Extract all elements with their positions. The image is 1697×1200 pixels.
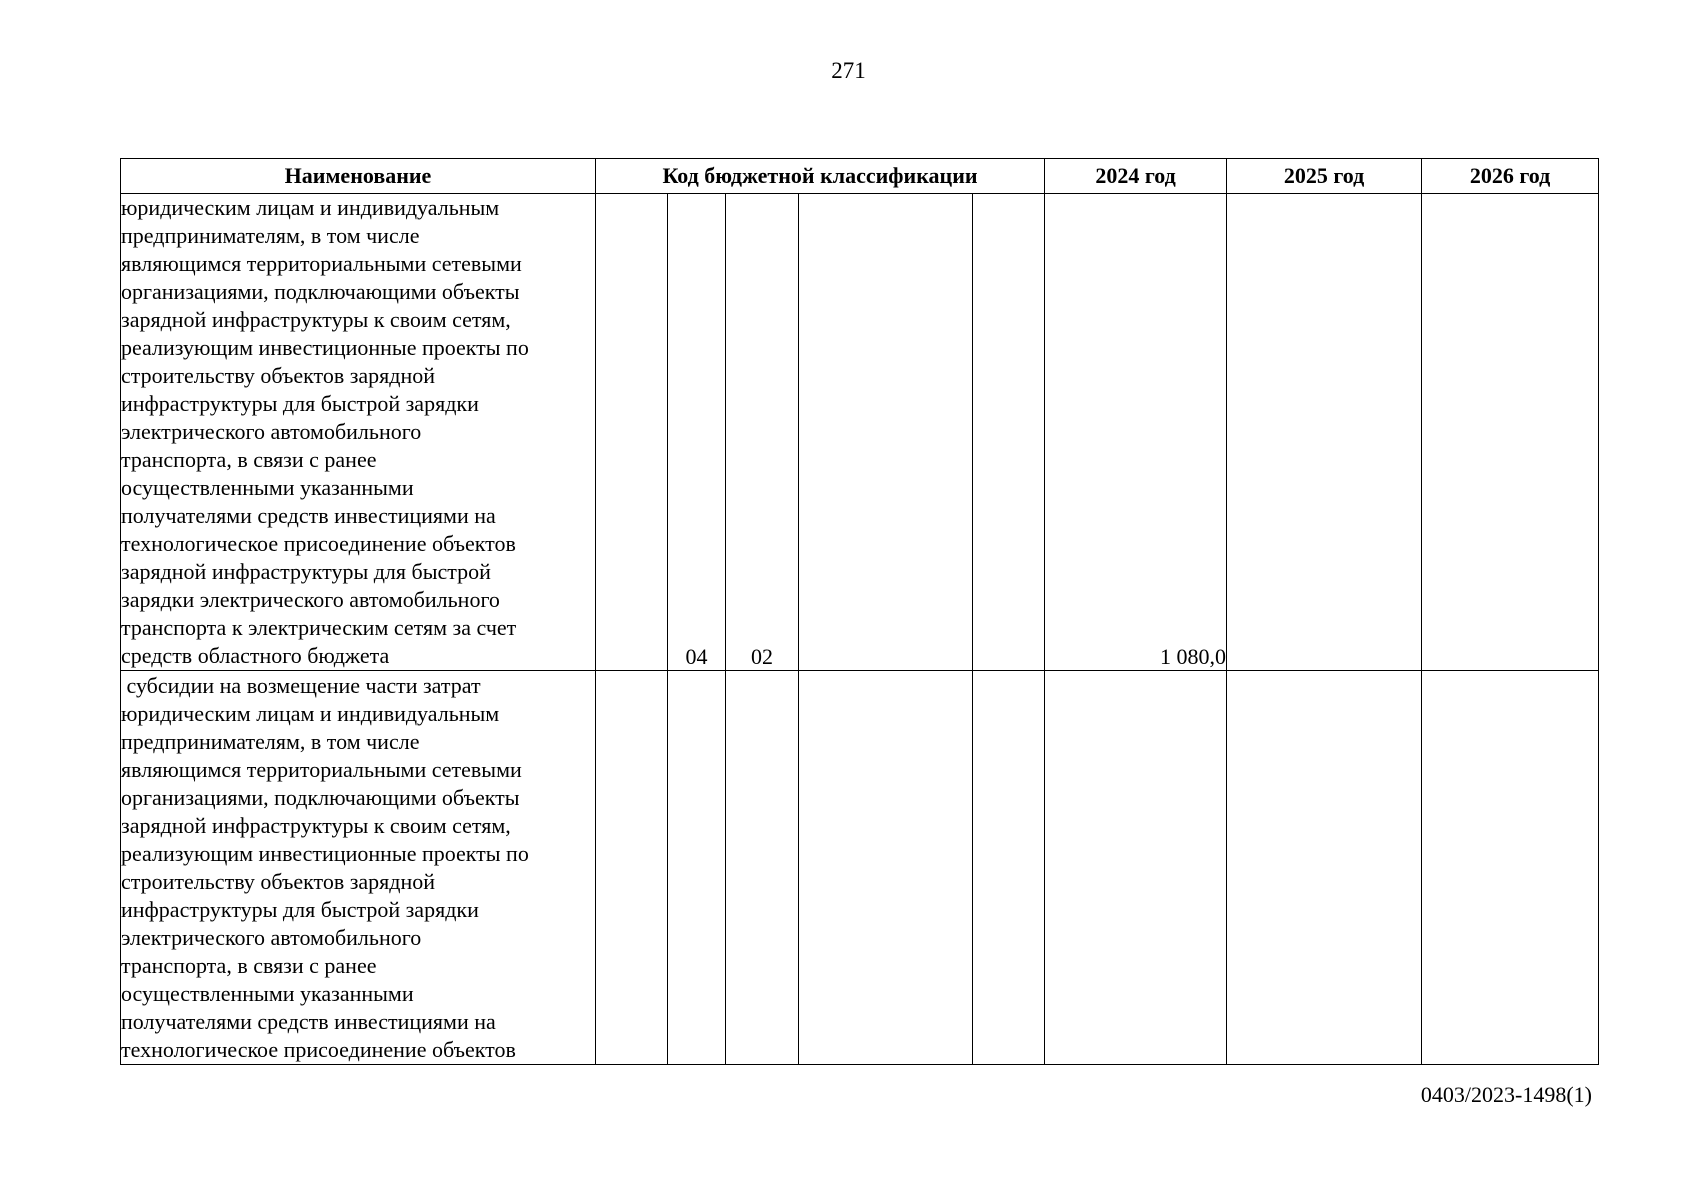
header-2026: 2026 год xyxy=(1422,159,1599,194)
header-2025: 2025 год xyxy=(1227,159,1422,194)
name-line: предпринимателям, в том числе xyxy=(121,729,420,754)
row-code-4 xyxy=(799,671,973,1065)
document-id: 0403/2023-1498(1) xyxy=(1420,1082,1592,1107)
row-amount-2025 xyxy=(1227,671,1422,1065)
name-line: зарядной инфраструктуры к своим сетям, xyxy=(121,307,511,332)
name-line: строительству объектов зарядной xyxy=(121,363,436,388)
name-line: транспорта, в связи с ранее xyxy=(121,447,377,472)
name-line: строительству объектов зарядной xyxy=(121,869,436,894)
header-2024: 2024 год xyxy=(1045,159,1227,194)
name-line: являющимся территориальными сетевыми xyxy=(121,757,522,782)
name-line: осуществленными указанными xyxy=(121,981,414,1006)
name-line: технологическое присоединение объектов xyxy=(121,1037,516,1062)
name-line: зарядной инфраструктуры к своим сетям, xyxy=(121,813,511,838)
row-code-3 xyxy=(726,671,799,1065)
name-line: субсидии на возмещение части затрат xyxy=(121,673,481,698)
row-amount-2025 xyxy=(1227,194,1422,671)
name-line: юридическим лицам и индивидуальным xyxy=(121,195,500,220)
row-code-4 xyxy=(799,194,973,671)
name-line: транспорта, в связи с ранее xyxy=(121,953,377,978)
page-number: 271 xyxy=(831,58,866,83)
name-line: получателями средств инвестициями на xyxy=(121,1009,496,1034)
name-line: зарядки электрического автомобильного xyxy=(121,587,500,612)
row-name xyxy=(121,194,596,671)
row-code-3: 02 xyxy=(726,194,799,671)
name-line: реализующим инвестиционные проекты по xyxy=(121,335,529,360)
name-line: средств областного бюджета xyxy=(121,643,390,668)
row-amount-2024 xyxy=(1045,671,1227,1065)
header-name: Наименование xyxy=(121,159,596,194)
row-name xyxy=(121,671,596,1065)
name-line: организациями, подключающими объекты xyxy=(121,785,520,810)
name-line: транспорта к электрическим сетям за счет xyxy=(121,615,517,640)
table-header-row xyxy=(121,159,1599,194)
header-code: Код бюджетной классификации xyxy=(596,159,1045,194)
row-code-1 xyxy=(596,671,668,1065)
row-amount-2026 xyxy=(1422,671,1599,1065)
budget-table xyxy=(120,158,1599,1065)
row-code-5 xyxy=(973,671,1045,1065)
name-line: зарядной инфраструктуры для быстрой xyxy=(121,559,491,584)
row-amount-2026 xyxy=(1422,194,1599,671)
name-line: инфраструктуры для быстрой зарядки xyxy=(121,391,479,416)
row-amount-2024: 1 080,0 xyxy=(1045,194,1227,671)
row-code-5 xyxy=(973,194,1045,671)
row-code-2 xyxy=(668,671,726,1065)
table-row xyxy=(121,671,1599,1065)
row-code-2: 04 xyxy=(668,194,726,671)
name-line: технологическое присоединение объектов xyxy=(121,531,516,556)
name-line: электрического автомобильного xyxy=(121,925,422,950)
name-line: предпринимателям, в том числе xyxy=(121,223,420,248)
name-line: получателями средств инвестициями на xyxy=(121,503,496,528)
name-line: электрического автомобильного xyxy=(121,419,422,444)
name-line: организациями, подключающими объекты xyxy=(121,279,520,304)
row-code-1 xyxy=(596,194,668,671)
name-line: инфраструктуры для быстрой зарядки xyxy=(121,897,479,922)
name-line: юридическим лицам и индивидуальным xyxy=(121,701,500,726)
name-line: осуществленными указанными xyxy=(121,475,414,500)
table-row xyxy=(121,194,1599,671)
name-line: являющимся территориальными сетевыми xyxy=(121,251,522,276)
name-line: реализующим инвестиционные проекты по xyxy=(121,841,529,866)
